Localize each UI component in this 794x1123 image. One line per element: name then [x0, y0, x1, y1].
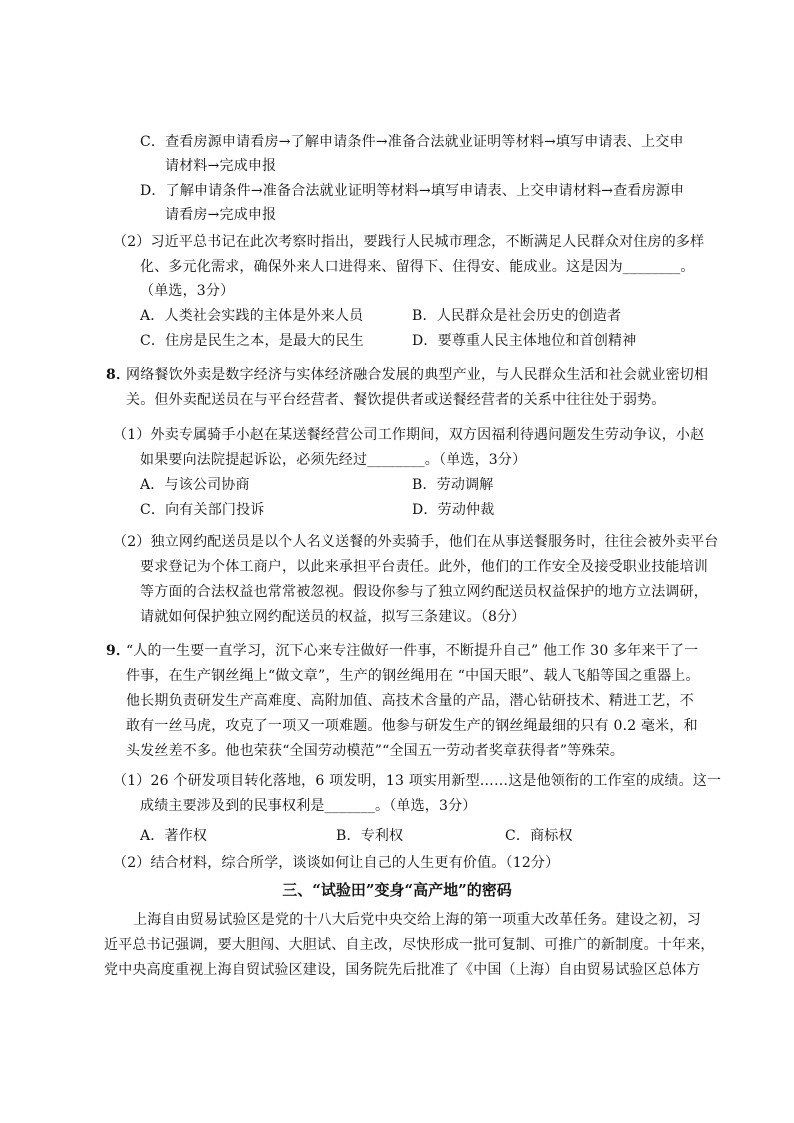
q9-part1-option-c: C．商标权 [505, 828, 573, 844]
q8-part2-line1: （2）独立网约配送员是以个人名义送餐的外卖骑手，他们在从事送餐服务时，往往会被外卖平台 [113, 534, 719, 550]
q9-stem-line1: “人的一生要一直学习，沉下心来专注做好一件事，不断提升自己” 他工作 30 多年来干了一 [126, 643, 699, 659]
section-three-para-line2: 近平总书记强调，要大胆闯、大胆试、自主改，尽快形成一批可复制、可推广的新制度。十年来， [104, 937, 715, 953]
q8-part1-option-a: A．与该公司协商 [140, 477, 250, 493]
q8-part1-option-d: D．劳动仲裁 [412, 502, 495, 518]
q8-stem-line1: 网络餐饮外卖是数字经济与实体经济融合发展的典型产业，与人民群众生活和社会就业密切相 [126, 367, 709, 383]
q7-part2-option-a: A．人类社会实践的主体是外来人员 [140, 308, 364, 324]
q9-stem-line4: 敢有一丝马虎，攻克了一项又一项难题。他参与研发生产的钢丝绳最细的只有 0.2 毫米，和 [126, 718, 698, 734]
q9-part1-line2: 成绩主要涉及到的民事权利是_______。（单选，3分） [140, 798, 477, 814]
q9-part1-option-b: B．专利权 [336, 828, 404, 844]
q7-part2-line3: （单选，3分） [140, 283, 235, 299]
q9-stem-line2: 件事，在生产钢丝绳上“做文章”，生产的钢丝绳用在 “中国天眼”、载人飞船等国之重器上。 [126, 668, 700, 684]
q8-part2-line3: 等方面的合法权益也常常被忽视。假设你参与了独立网约配送员权益保护的地方立法调研， [140, 584, 708, 600]
q7-part2-line1: （2）习近平总书记在此次考察时指出，要践行人民城市理念，不断满足人民群众对住房的多样 [113, 234, 705, 250]
q7-part2-option-b: B．人民群众是社会历史的创造者 [412, 308, 622, 324]
q8-number: 8． [106, 367, 131, 383]
q8-part2-line4: 请就如何保护独立网约配送员的权益，拟写三条建议。（8分） [140, 609, 526, 625]
q7-option-c-line2: 请材料→完成申报 [165, 158, 277, 174]
section-three-para-line3: 党中央高度重视上海自贸试验区建设，国务院先后批准了《中国（上海）自由贸易试验区总体方 [104, 962, 701, 978]
q8-part1-option-b: B．劳动调解 [412, 477, 494, 493]
q7-option-d-line1: D．了解申请条件→准备合法就业证明等材料→填写申请表、上交申请材料→查看房源申 [140, 183, 685, 199]
section-three-para-line1: 上海自由贸易试验区是党的十八大后党中央交给上海的第一项重大改革任务。建设之初，习 [133, 912, 701, 928]
q8-part1-line1: （1）外卖专属骑手小赵在某送餐经营公司工作期间，双方因福利待遇问题发生劳动争议，小赵 [113, 427, 705, 443]
q7-part2-line2: 化、多元化需求，确保外来人口进得来、留得下、住得安、能成业。这是因为________。 [140, 259, 695, 275]
q8-part1-option-c: C．向有关部门投诉 [140, 502, 265, 518]
q8-stem-line2: 关。但外卖配送员在与平台经营者、餐饮提供者或送餐经营者的关系中往往处于弱势。 [126, 392, 666, 408]
q7-option-d-line2: 请看房→完成申报 [165, 207, 277, 223]
section-three-title: 三、“试验田”变身“高产地”的密码 [282, 881, 512, 899]
q9-stem-line5: 头发丝差不多。他也荣获“全国劳动模范”“全国五一劳动者奖章获得者”等殊荣。 [126, 743, 625, 759]
q7-part2-option-c: C．住房是民生之本，是最大的民生 [140, 333, 364, 349]
q8-part1-line2: 如果要向法院提起诉讼，必须先经过________。（单选，3分） [140, 452, 527, 468]
q9-part2-line1: （2）结合材料，综合所学，谈谈如何让自己的人生更有价值。（12分） [113, 855, 560, 871]
q9-part1-line1: （1）26 个研发项目转化落地，6 项发明，13 项实用新型……这是他领衔的工作室的成绩。这一 [113, 773, 722, 789]
q9-part1-option-a: A．著作权 [140, 828, 208, 844]
q8-part2-line2: 要求登记为个体工商户，以此来承担平台责任。此外，他们的工作安全及接受职业技能培训 [140, 559, 708, 575]
q7-part2-option-d: D．要尊重人民主体地位和首创精神 [412, 333, 637, 349]
q7-option-c-line1: C．查看房源申请看房→了解申请条件→准备合法就业证明等材料→填写申请表、上交申 [140, 134, 684, 150]
q9-stem-line3: 他长期负责研发生产高难度、高附加值、高技术含量的产品，潜心钻研技术、精进工艺，不 [126, 693, 694, 709]
q9-number: 9． [106, 643, 131, 659]
